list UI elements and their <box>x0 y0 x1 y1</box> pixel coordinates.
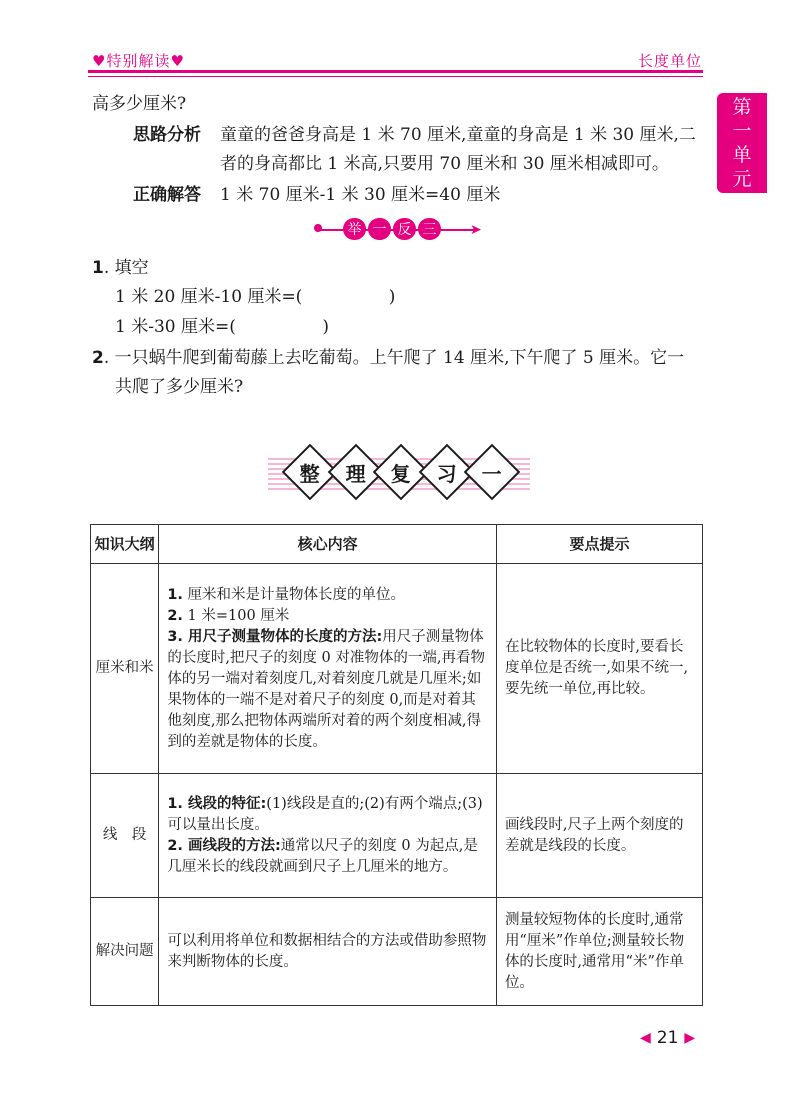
answer-text: 1 米 70 厘米-1 米 30 厘米=40 厘米 <box>220 185 501 205</box>
exercise-2-line: 共爬了多少厘米? <box>115 377 244 397</box>
side-tab-char: 一 <box>732 120 752 142</box>
exercise-2-line: 2. 一只蜗牛爬到葡萄藤上去吃葡萄。上午爬了 14 厘米,下午爬了 5 厘米。它一 <box>92 348 685 368</box>
table-header-cell: 知识大纲 <box>91 525 159 564</box>
tip-cell: 测量较短物体的长度时,通常用“厘米”作单位;测量较长物体的长度时,通常用“米”作单位。 <box>496 898 702 1006</box>
answer-label: 正确解答 <box>133 185 201 205</box>
table-row <box>91 774 703 898</box>
triangle-right-icon: ▶ <box>684 1030 696 1046</box>
fill-blank-line: 1 米 20 厘米-10 厘米=( ) <box>115 287 396 307</box>
table-row <box>91 564 703 774</box>
review-title-box: 理 <box>327 444 384 501</box>
banner-char: 三 <box>418 218 441 240</box>
content-cell: 可以利用将单位和数据相结合的方法或借助参照物来判断物体的长度。 <box>159 898 497 1006</box>
banner-char: 一 <box>368 218 391 240</box>
banner-char: 举 <box>343 218 366 240</box>
side-tab-char: 元 <box>732 168 752 190</box>
table-header-cell: 核心内容 <box>159 525 497 564</box>
review-title-box: 整 <box>282 444 339 501</box>
tip-cell: 在比较物体的长度时,要看长度单位是否统一,如果不统一,要先统一单位,再比较。 <box>496 564 702 774</box>
side-tab-char: 单 <box>732 144 752 166</box>
header-chapter-title: 长度单位 <box>637 52 702 70</box>
side-tab-char: 第 <box>732 96 752 118</box>
page-number <box>640 1028 695 1048</box>
review-table <box>90 524 703 1006</box>
arrow-right-icon: ➤ <box>470 222 482 238</box>
unit-side-tab <box>717 93 767 193</box>
practice-banner <box>342 217 442 241</box>
review-title <box>290 450 512 494</box>
tip-cell: 画线段时,尺子上两个刻度的差就是线段的长度。 <box>496 774 702 898</box>
exercise-number: 1 <box>92 258 104 278</box>
topic-cell: 解决问题 <box>91 898 159 1006</box>
banner-char: 反 <box>393 218 416 240</box>
table-row <box>91 898 703 1006</box>
exercise-1-title: 1. 填空 <box>92 258 149 278</box>
triangle-left-icon: ◀ <box>640 1030 651 1046</box>
analysis-line: 者的身高都比 1 米高,只要用 70 厘米和 30 厘米相减即可。 <box>220 154 669 174</box>
fill-blank-line: 1 米-30 厘米=( ) <box>115 317 329 337</box>
review-title-box: 一 <box>464 444 521 501</box>
review-title-box: 习 <box>418 444 475 501</box>
table-header-row <box>91 525 703 564</box>
content-cell: 1. 线段的特征:(1)线段是直的;(2)有两个端点;(3)可以量出长度。 2. 画线段的方法:通常以尺子的刻度 0 为起点,是几厘米长的线段就画到尺子上几厘米的地方。 <box>159 774 497 898</box>
content-cell: 1. 厘米和米是计量物体长度的单位。 2. 1 米=100 厘米 3. 用尺子测量物体的长度的方法:用尺子测量物体的长度时,把尺子的刻度 0 对准物体的一端,再看物体的另一端对着刻度几,对着刻度几就是几厘米;如果物体的一端不是对着尺子的刻度 0,而是对着其他刻度,那么把物体两端所对着的两个刻度相减,得到的差就是物体的长度。 <box>159 564 497 774</box>
banner-dot <box>314 224 322 232</box>
exercise-number: 2 <box>92 348 104 368</box>
header-rule-thin <box>88 76 703 77</box>
topic-cell: 线 段 <box>91 774 159 898</box>
analysis-line: 童童的爸爸身高是 1 米 70 厘米,童童的身高是 1 米 30 厘米,二 <box>220 125 696 145</box>
header-section-label: ♥特别解读♥ <box>92 52 185 70</box>
table-header-cell: 要点提示 <box>496 525 702 564</box>
analysis-label: 思路分析 <box>133 125 201 145</box>
question-tail: 高多少厘米? <box>92 94 187 114</box>
review-title-box: 复 <box>373 444 430 501</box>
header-rule <box>88 70 703 73</box>
topic-cell: 厘米和米 <box>91 564 159 774</box>
page-number-value: 21 <box>656 1028 679 1048</box>
